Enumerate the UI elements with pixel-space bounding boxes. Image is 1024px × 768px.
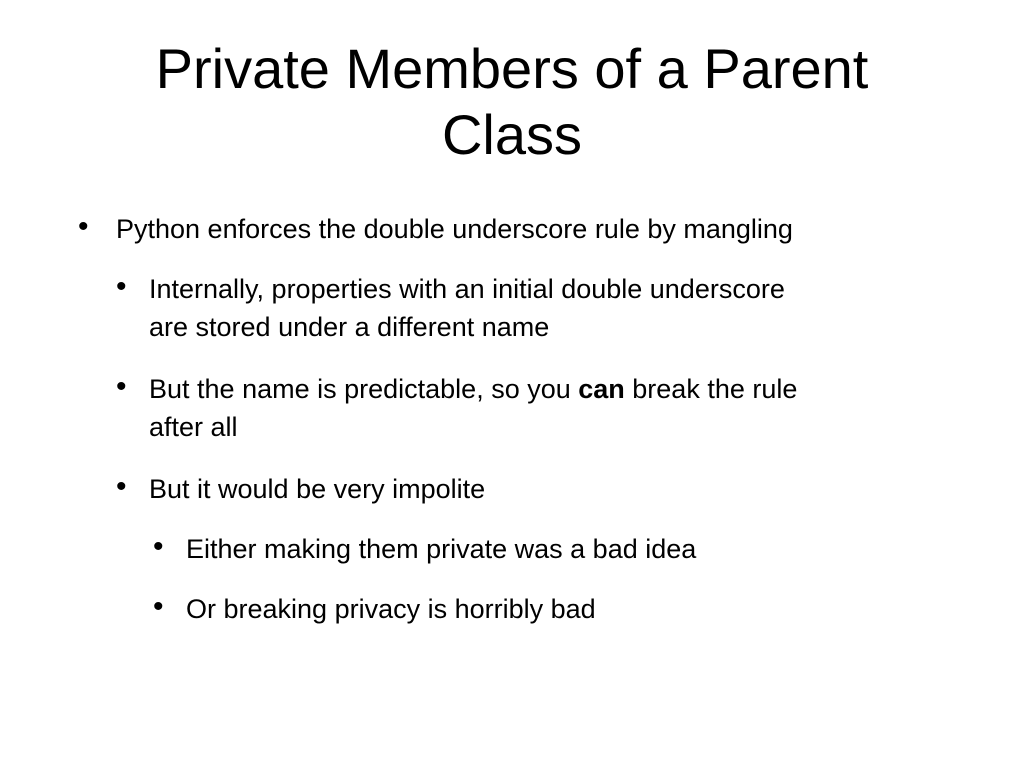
bullet-dot-5: • <box>153 530 164 563</box>
bullet-dot-4: • <box>116 470 127 503</box>
slide-title-line-2: Class <box>441 103 583 166</box>
bullet-dot-6: • <box>153 590 164 623</box>
bullet-dot-2: • <box>116 270 127 303</box>
bullet-2-line-1: Internally, properties with an initial double underscore <box>149 274 785 304</box>
bullet-6: Or breaking privacy is horribly bad <box>186 594 596 624</box>
bullet-5: Either making them private was a bad idea <box>186 534 697 564</box>
bullet-2 <box>149 270 785 346</box>
bullet-1: Python enforces the double underscore rule by mangling <box>116 214 793 244</box>
bullet-3-text-before: But the name is predictable, so you <box>149 374 579 404</box>
bullet-3-emphasis: can <box>578 374 625 404</box>
bullet-3 <box>149 370 797 446</box>
bullet-4: But it would be very impolite <box>149 474 486 504</box>
bullet-dot-3: • <box>116 370 127 403</box>
bullet-dot-1: • <box>78 210 89 243</box>
bullet-3-line-2: after all <box>149 412 238 442</box>
slide-title-line-1: Private Members of a Parent <box>155 37 869 100</box>
bullet-2-line-2: are stored under a different name <box>149 312 550 342</box>
slide-title <box>40 36 984 168</box>
bullet-3-text-after: break the rule <box>624 374 798 404</box>
